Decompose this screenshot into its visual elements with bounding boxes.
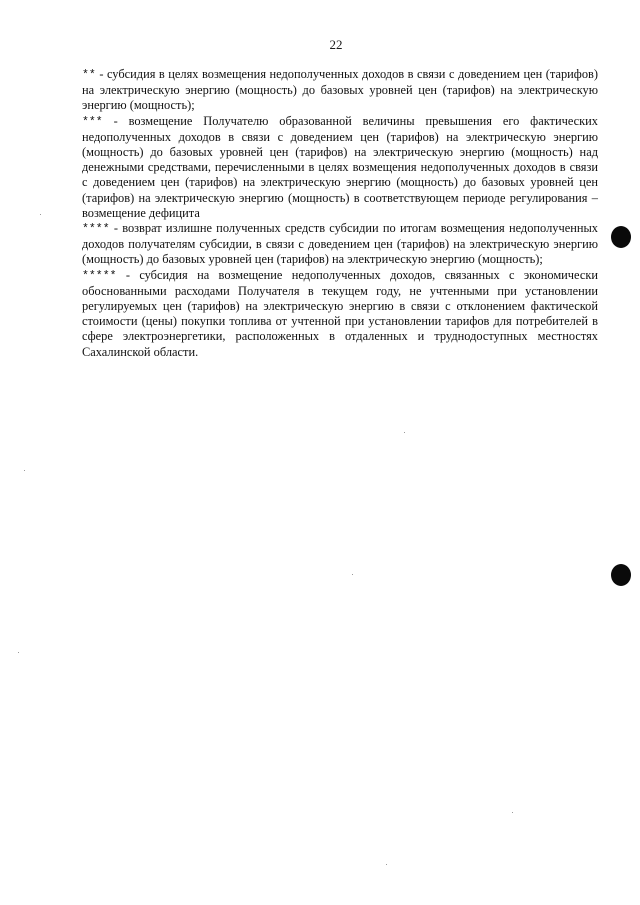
footnote-text: - возмещение Получателю образованной величины превышения его фактических недополученных доходов в связи с доведением цен (тарифов) на электрическую энергию (мощность) до базовых уровней цен (тарифов) на электрическую энергию (мощность) над денежными средствами, перечисленными в целях возмещения недополученных доходов в связи с доведением цен (тарифов) на электрическую энергию (мощность) до базовых уровней цен (тарифов) на электрическую энергию (мощность) в соответствующем периоде регулирования – возмещение дефицита [82, 113, 598, 220]
scan-speck [24, 470, 25, 471]
scan-speck [386, 864, 387, 865]
footnote-text: - субсидия на возмещение недополученных доходов, связанных с экономически обоснованными расходами Получателя в текущем году, не учтенными при установлении регулируемых цен (тарифов) на электрическую энергию в связи с отклонением фактической стоимости (цены) покупки топлива от учтенной при установлении тарифов для потребителей в сфере электроэнергетики, расположенных в отдаленных и труднодоступных местностях Сахалинской области. [82, 267, 598, 359]
page-number: 22 [329, 37, 343, 52]
footnote-double-asterisk [82, 67, 598, 114]
punch-hole-bottom [611, 564, 631, 586]
scan-speck [18, 652, 19, 653]
footnote-triple-asterisk [82, 114, 598, 221]
footnotes-block [82, 67, 598, 360]
footnote-quadruple-asterisk [82, 221, 598, 268]
scan-speck [404, 432, 405, 433]
scan-speck [352, 574, 353, 575]
footnote-marker: ** [82, 69, 96, 82]
footnote-marker: ***** [82, 269, 117, 283]
punch-hole-top [611, 226, 631, 248]
footnote-quintuple-asterisk [82, 268, 598, 360]
scan-speck [40, 214, 41, 215]
scan-speck [512, 812, 513, 813]
footnote-text: - субсидия в целях возмещения недополученных доходов в связи с доведением цен (тарифов) на электрическую энергию (мощность) до базовых уровней цен (тарифов) на электрическую энергию (мощность); [82, 67, 598, 113]
footnote-text: - возврат излишне полученных средств субсидии по итогам возмещения недополученных доходов получателям субсидии, в связи с доведением цен (тарифов) на электрическую энергию (мощность) до базовых уровней цен (тарифов) на электрическую энергию (мощность); [82, 221, 598, 267]
footnote-marker: *** [82, 115, 103, 129]
footnote-marker: **** [82, 223, 110, 237]
